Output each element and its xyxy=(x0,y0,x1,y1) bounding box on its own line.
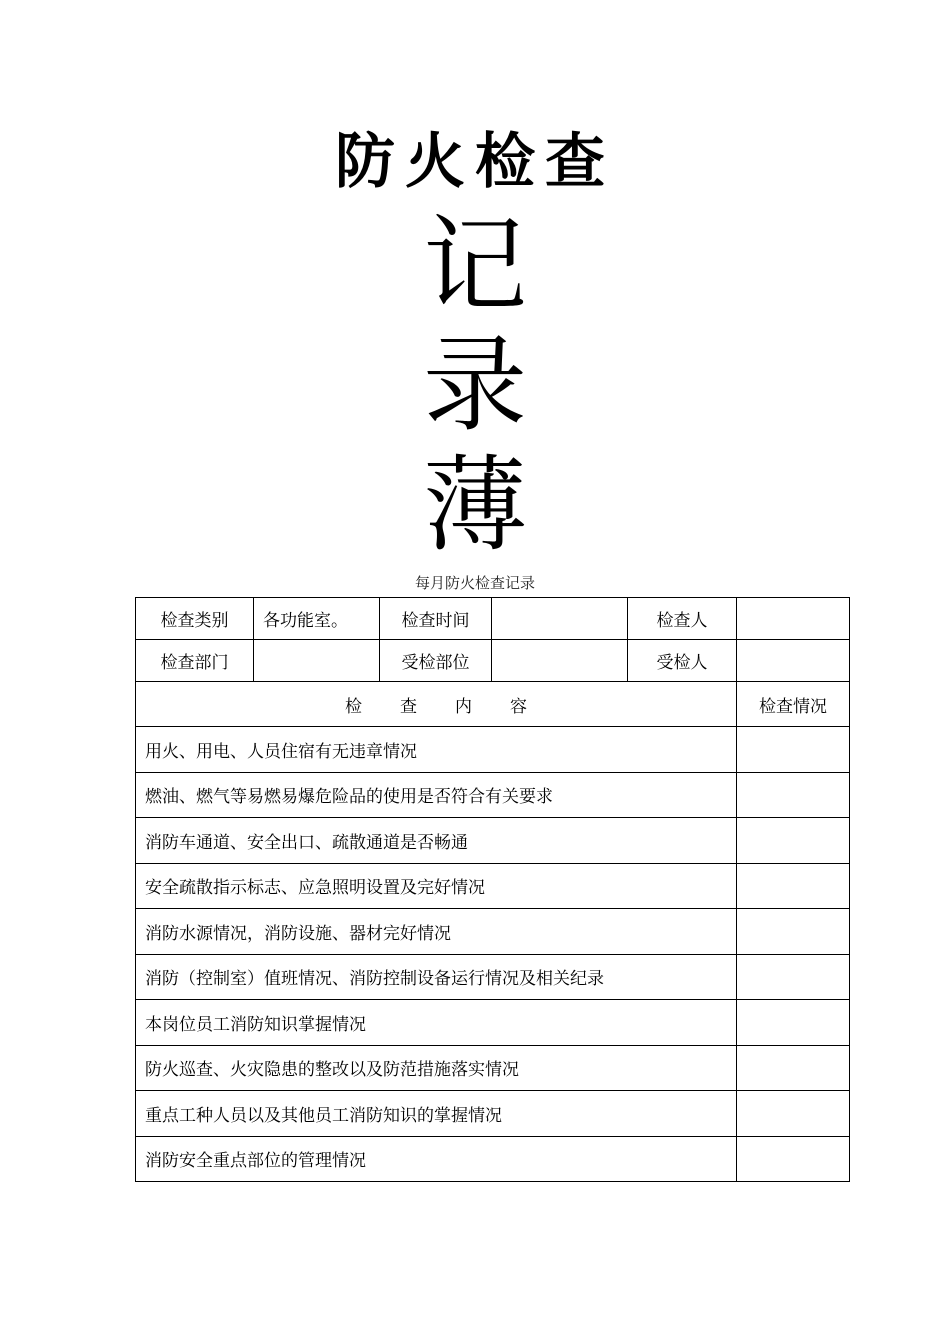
table-row xyxy=(136,1136,850,1182)
check-item: 本岗位员工消防知识掌握情况 xyxy=(136,1000,737,1046)
check-item: 燃油、燃气等易燃易爆危险品的使用是否符合有关要求 xyxy=(136,772,737,818)
header-row-2 xyxy=(136,640,850,682)
value-inspection-category[interactable]: 各功能室。 xyxy=(254,598,380,640)
content-column-header: 检查内容 xyxy=(136,682,737,727)
value-inspected-person[interactable] xyxy=(737,640,850,682)
check-result-cell[interactable] xyxy=(737,1091,850,1137)
check-item: 消防水源情况，消防设施、器材完好情况 xyxy=(136,909,737,955)
check-item: 重点工种人员以及其他员工消防知识的掌握情况 xyxy=(136,1091,737,1137)
value-inspection-time[interactable] xyxy=(492,598,628,640)
label-inspection-time: 检查时间 xyxy=(380,598,492,640)
table-row xyxy=(136,1000,850,1046)
check-result-cell[interactable] xyxy=(737,727,850,773)
check-result-cell[interactable] xyxy=(737,1045,850,1091)
label-inspected-area: 受检部位 xyxy=(380,640,492,682)
check-result-cell[interactable] xyxy=(737,954,850,1000)
label-inspector: 检查人 xyxy=(628,598,737,640)
check-result-cell[interactable] xyxy=(737,772,850,818)
check-item: 消防（控制室）值班情况、消防控制设备运行情况及相关纪录 xyxy=(136,954,737,1000)
check-item: 防火巡查、火灾隐患的整改以及防范措施落实情况 xyxy=(136,1045,737,1091)
value-inspected-area[interactable] xyxy=(492,640,628,682)
table-row xyxy=(136,909,850,955)
table-row xyxy=(136,1091,850,1137)
value-inspector[interactable] xyxy=(737,598,850,640)
header-row-1 xyxy=(136,598,850,640)
table-row xyxy=(136,954,850,1000)
label-inspected-person: 受检人 xyxy=(628,640,737,682)
value-inspection-department[interactable] xyxy=(254,640,380,682)
check-item: 用火、用电、人员住宿有无违章情况 xyxy=(136,727,737,773)
status-column-header: 检查情况 xyxy=(737,682,850,727)
content-header-row xyxy=(136,682,850,727)
check-item: 安全疏散指示标志、应急照明设置及完好情况 xyxy=(136,863,737,909)
table-row xyxy=(136,863,850,909)
label-inspection-category: 检查类别 xyxy=(136,598,254,640)
table-row xyxy=(136,727,850,773)
title-char-lu: 录 xyxy=(422,324,527,446)
check-item: 消防安全重点部位的管理情况 xyxy=(136,1136,737,1182)
check-result-cell[interactable] xyxy=(737,1136,850,1182)
title-char-bo: 薄 xyxy=(422,444,527,566)
check-item: 消防车通道、安全出口、疏散通道是否畅通 xyxy=(136,818,737,864)
document-title: 防火检查 xyxy=(335,127,615,197)
table-row xyxy=(136,818,850,864)
check-result-cell[interactable] xyxy=(737,1000,850,1046)
check-result-cell[interactable] xyxy=(737,863,850,909)
table-caption: 每月防火检查记录 xyxy=(414,574,535,592)
table-row xyxy=(136,772,850,818)
title-char-ji: 记 xyxy=(422,204,527,326)
table-row xyxy=(136,1045,850,1091)
check-result-cell[interactable] xyxy=(737,818,850,864)
check-result-cell[interactable] xyxy=(737,909,850,955)
label-inspection-department: 检查部门 xyxy=(136,640,254,682)
inspection-table xyxy=(135,597,850,1182)
